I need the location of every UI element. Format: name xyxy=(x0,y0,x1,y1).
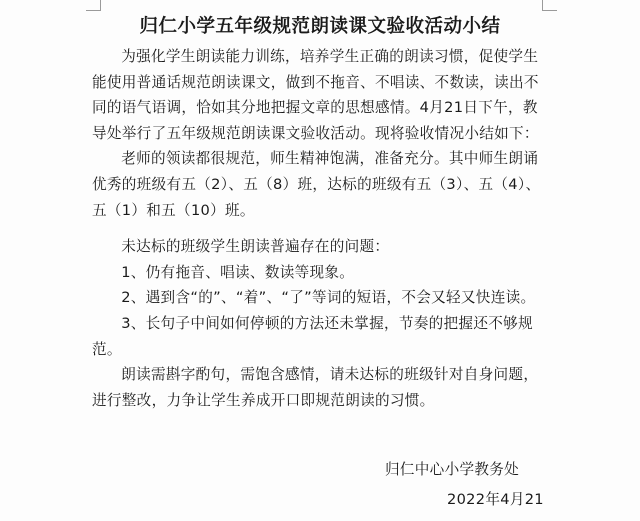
paragraph-problem-1: 1、仍有拖音、唱读、数读等现象。 xyxy=(121,263,355,281)
signature-date: 2022年4月21 xyxy=(447,491,544,508)
document-title: 归仁小学五年级规范朗读课文验收活动小结 xyxy=(139,16,501,37)
paragraph-conclusion: 朗读需斟字酌句，需饱含感情，请未达标的班级针对自身问题，进行整改，力争让学生养成开口即规范朗读的习惯。 xyxy=(92,366,539,409)
paragraph-problem-3: 3、长句子中间如何停顿的方法还未掌握，节奏的把握还不够规范。 xyxy=(92,314,533,358)
document-body xyxy=(92,44,548,413)
paragraph-problem-2: 2、遇到含“的”、“着”、“了”等词的短语，不会又轻又快连读。 xyxy=(121,289,536,307)
paragraph-results: 老师的领读都很规范，师生精神饱满，准备充分。其中师生朗诵优秀的班级有五（2）、五（8）班，达标的班级有五（3）、五（4）、五（1）和五（10）班。 xyxy=(92,150,541,219)
paragraph-intro: 为强化学生朗读能力训练，培养学生正确的朗读习惯，促使学生能使用普通话规范朗读课文，做到不拖音、不唱读、不数读，读出不同的语气语调，恰如其分地把握文章的思想感情。4月21日下午，教导处举行了五年级规范朗读课文验收活动。现将验收情况小结如下： xyxy=(92,48,539,142)
signature-office: 归仁中心小学教务处 xyxy=(385,461,520,478)
paragraph-problems-heading: 未达标的班级学生朗读普遍存在的问题： xyxy=(121,238,390,256)
page-corner-mark-right xyxy=(542,0,557,11)
page-corner-mark-left xyxy=(86,0,101,11)
